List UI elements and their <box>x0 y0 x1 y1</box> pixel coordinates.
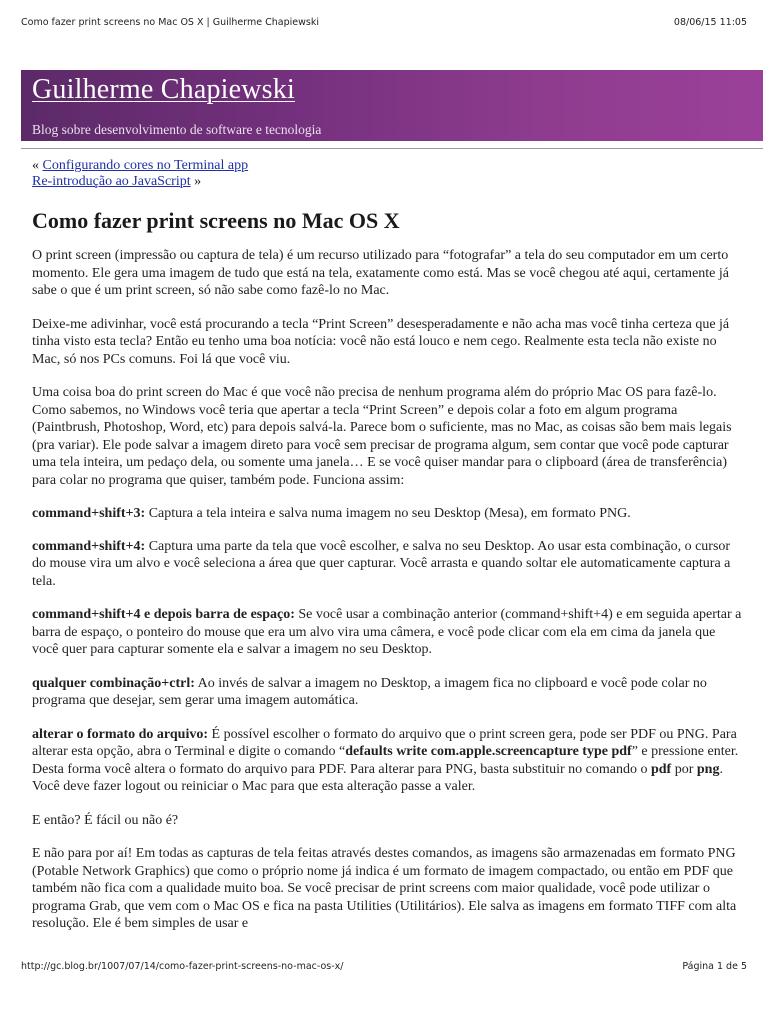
paragraph-intro: O print screen (impressão ou captura de tela) é um recurso utilizado para “fotografar” a tela do seu computador em um certo momento. Ele gera uma imagem de tudo que está na tela, exatamente como está. Mas se você chegou até aqui, certamente já sabe o que é um print screen, só não sabe como fazê-lo no Mac. <box>32 248 729 298</box>
shortcut-description: Captura uma parte da tela que você escolher, e salva no seu Desktop. Ao usar esta combinação, o cursor do mouse vira um alvo e você seleciona a área que quer capturar. Você arrasta e quando soltar ele automaticamente captura a tela. <box>32 538 731 589</box>
paragraph-mac-advantage: Uma coisa boa do print screen do Mac é que você não precisa de nenhum programa além do próprio Mac OS para fazê-lo. Como sabemos, no Windows você teria que apertar a tecla “Print Screen” e depois colar a foto em algum programa (Paintbrush, Photoshop, Word, etc) para depois salvá-la. Parece bom o suficiente, mas no Mac, as coisas são bem mais legais (pra variar). Ele pode salvar a imagem direto para você sem precisar de programa algum, sem contar que você pode capturar uma tela inteira, um pedaço dela, ou somente uma janela… E se você quiser mandar para o clipboard (área de transferência) para colar no programa que quiser, também pode. Funciona assim: <box>32 385 732 488</box>
shortcut-window <box>32 606 744 659</box>
shortcut-key: qualquer combinação+ctrl: <box>32 675 195 691</box>
print-footer <box>21 961 747 975</box>
next-post-link[interactable]: Re-introdução ao JavaScript <box>32 174 191 189</box>
shortcut-selection <box>32 538 744 591</box>
site-banner <box>21 70 763 141</box>
shortcut-description: por <box>671 761 697 777</box>
next-arrow: » <box>190 174 202 189</box>
shortcut-key: alterar o formato do arquivo: <box>32 726 209 742</box>
shortcut-clipboard <box>32 675 744 710</box>
next-post-line <box>32 174 248 190</box>
paragraph-grab: E não para por aí! Em todas as capturas de tela feitas através destes comandos, as imagens são armazenadas em formato PNG (Potable Network Graphics) que como o próprio nome já indica é um formato de imagem compactado, ou então em PDF que também não fica com a qualidade muito boa. Se você precisar de print screens com maior qualidade, você pode utilizar o programa Grab, que vem com o Mac OS e fica na pasta Utilities (Utilitários). Ele salva as imagens em formato TIFF com alta resolução. Ele é bem simples de usar e <box>32 846 737 931</box>
print-header <box>21 17 747 31</box>
shortcut-key: command+shift+4 e depois barra de espaço: <box>32 607 295 622</box>
shortcut-file-format <box>32 726 744 796</box>
shortcut-description: . Você deve fazer logout ou reiniciar o Mac para que esta alteração passe a valer. <box>32 761 723 794</box>
shortcut-description: É possível escolher o formato do arquivo que o print screen gera, pode ser PDF ou PNG. Para alterar esta opção, abra o Terminal e digite o comando “ <box>32 726 737 759</box>
print-header-datetime: 08/06/15 11:05 <box>673 17 747 28</box>
print-footer-page-number: Página 1 de 5 <box>682 961 747 972</box>
paragraph-question: E então? É fácil ou não é? <box>32 812 179 828</box>
paragraph-print-screen-key: Deixe-me adivinhar, você está procurando a tecla “Print Screen” desesperadamente e não acha mas você tinha certeza que já tinha visto esta tecla? Então eu tenho uma boa notícia: você não está louco e nem cego. Realmente esta tecla não existe no Mac, só nos PCs comuns. Foi lá que você viu. <box>32 316 730 367</box>
header-divider <box>21 148 763 149</box>
shortcut-description: Captura a tela inteira e salva numa imagem no seu Desktop (Mesa), em formato PNG. <box>145 506 631 521</box>
post-navigation <box>32 158 248 190</box>
shortcut-key: command+shift+4: <box>32 538 146 554</box>
format-png: png <box>696 761 720 777</box>
shortcut-description: Ao invés de salvar a imagem no Desktop, a imagem fica no clipboard e você pode colar no programa que desejar, sem gerar uma imagem automática. <box>32 675 707 708</box>
shortcut-full-screen <box>32 505 744 523</box>
print-header-page-title: Como fazer print screens no Mac OS X | Guilherme Chapiewski <box>21 17 319 28</box>
prev-post-line <box>32 158 248 174</box>
terminal-command: defaults write com.apple.screencapture type pdf <box>345 744 632 759</box>
site-tagline: Blog sobre desenvolvimento de software e tecnologia <box>32 122 322 137</box>
shortcut-key: command+shift+3: <box>32 506 146 521</box>
article-title: Como fazer print screens no Mac OS X <box>32 208 400 233</box>
shortcut-description: ” e pressione enter. Desta forma você altera o formato do arquivo para PDF. Para alterar para PNG, basta substituir no comando o <box>32 744 739 777</box>
prev-post-link[interactable]: Configurando cores no Terminal app <box>42 158 249 173</box>
article-body <box>32 247 744 949</box>
site-title-link[interactable]: Guilherme Chapiewski <box>32 74 295 105</box>
print-footer-url: http://gc.blog.br/1007/07/14/como-fazer-print-screens-no-mac-os-x/ <box>21 961 344 972</box>
format-pdf: pdf <box>650 761 672 777</box>
shortcut-description: Se você usar a combinação anterior (command+shift+4) e em seguida apertar a barra de espaço, o ponteiro do mouse que era um alvo vira uma câmera, e você pode clicar com ela em cima da janela que você quer para capturar somente ela e salvar a imagem no seu Desktop. <box>32 607 742 657</box>
prev-arrow: « <box>32 158 43 173</box>
